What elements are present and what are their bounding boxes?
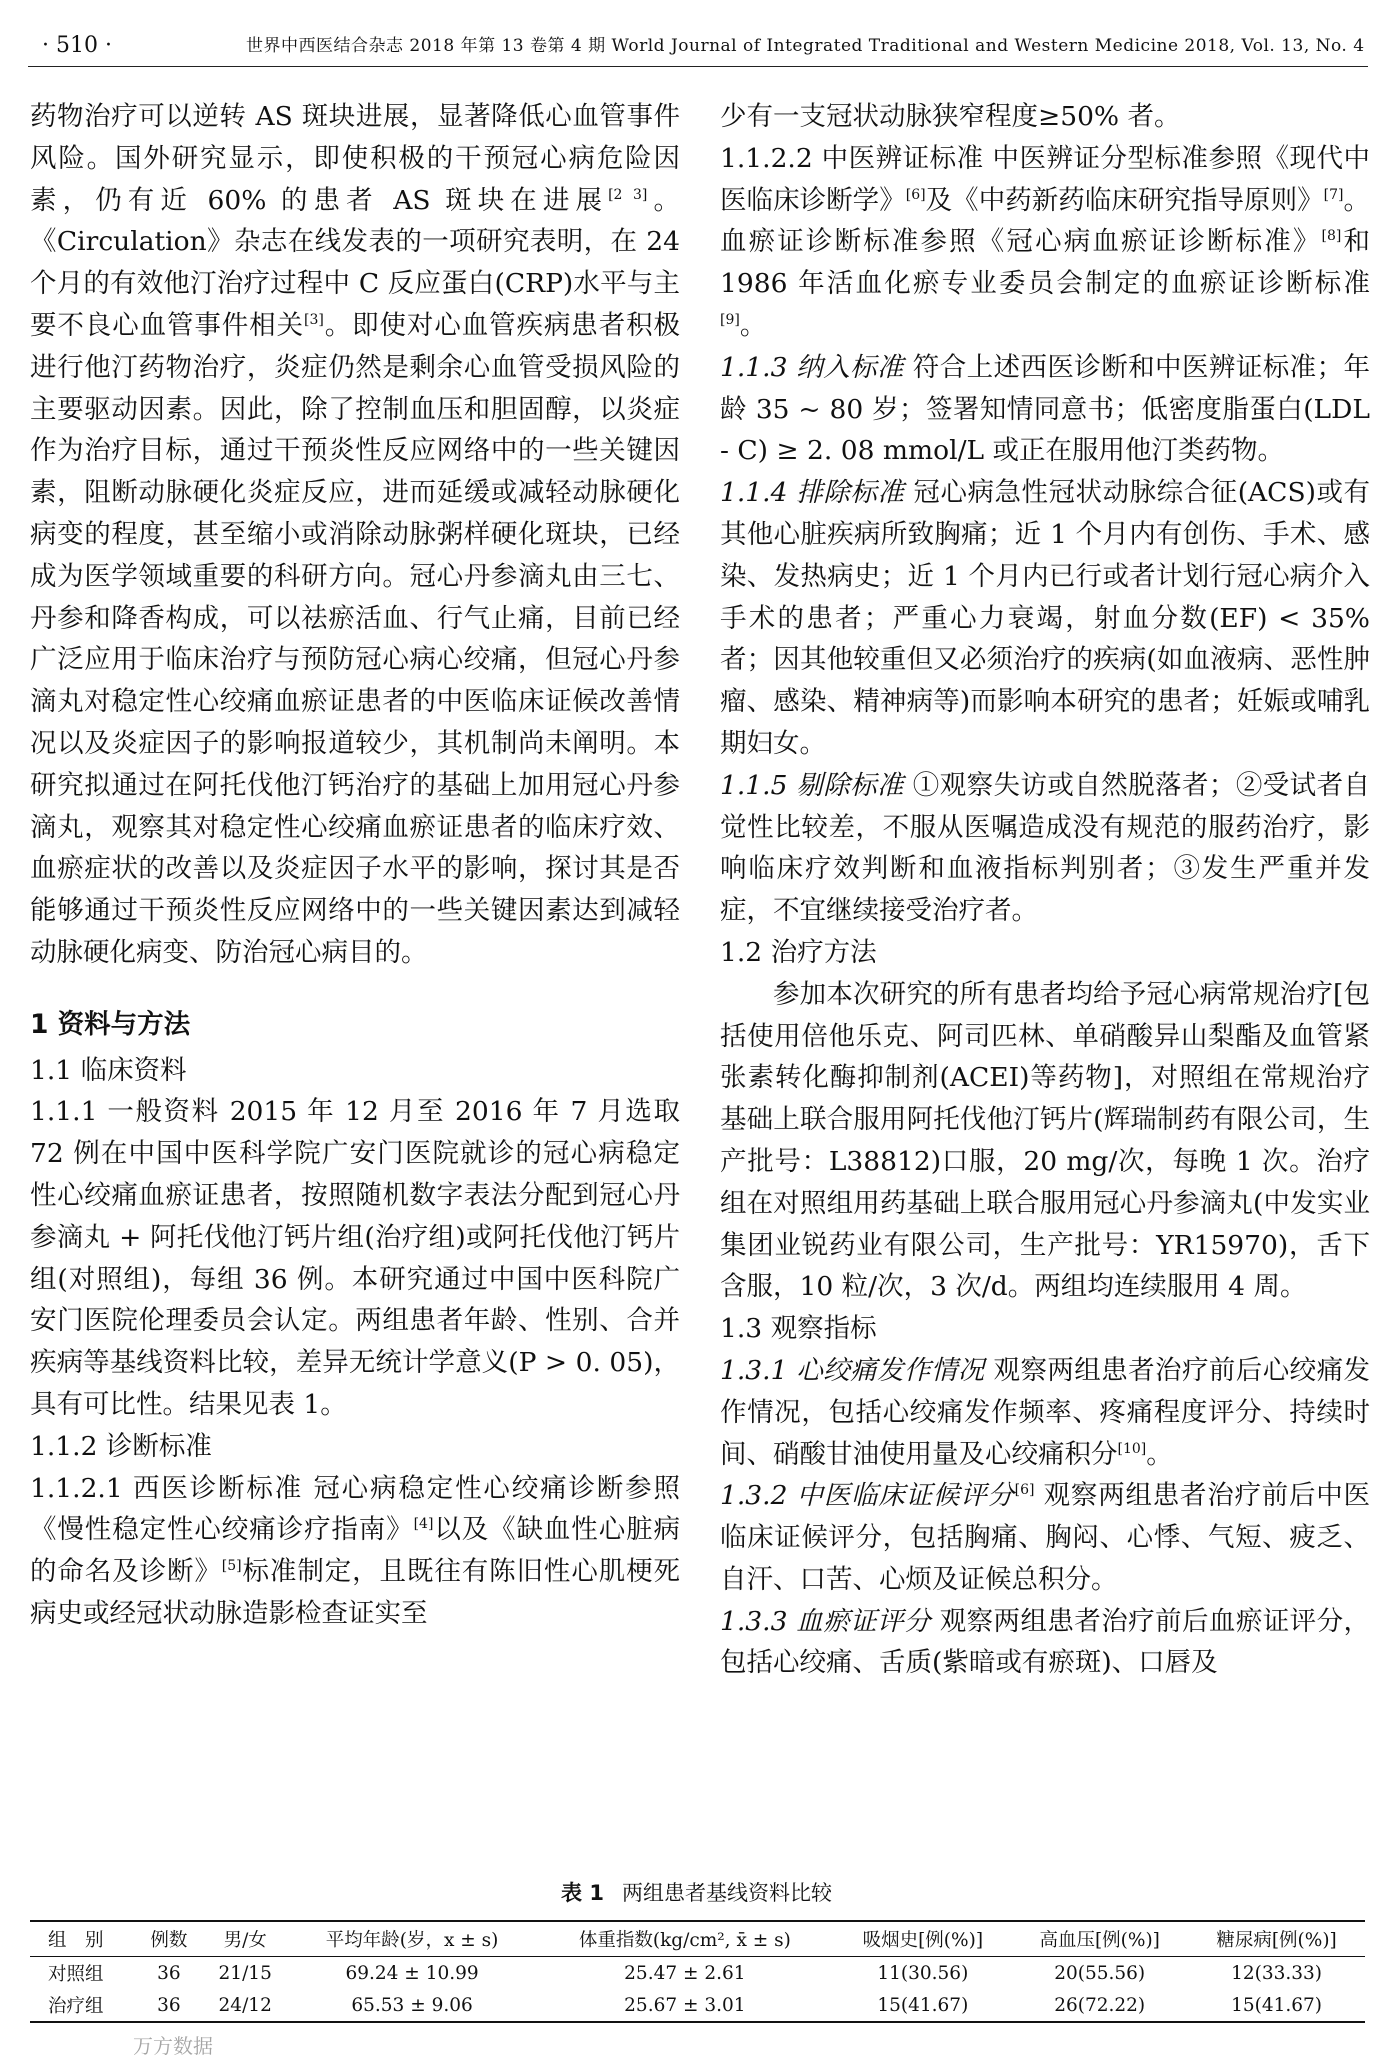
- subheading-1-3: 1.3 观察指标: [720, 1313, 877, 1345]
- col-hypertension: 高血压[例(%)]: [1011, 1921, 1188, 1957]
- table-cell: 20(55.56): [1054, 1962, 1146, 1984]
- left-column: [30, 96, 680, 1635]
- table-cell: 65.53 ± 9.06: [289, 1989, 536, 2022]
- subheading-1-1-2: 1.1.2 诊断标准: [30, 1430, 212, 1462]
- subheading-1-1: 1.1 临床资料: [30, 1054, 187, 1086]
- table-cell: 24/12: [202, 1989, 289, 2022]
- col-sex: 男/女: [202, 1921, 289, 1957]
- para-1-3-3: 1.3.3 血瘀证评分 观察两组患者治疗前后血瘀证评分，包括心绞痛、舌质(紫暗或有瘀斑)、口唇及: [720, 1605, 1370, 1679]
- watermark: 万方数据: [133, 2034, 213, 2058]
- para-1-1-3: 1.1.3 纳入标准 符合上述西医诊断和中医辨证标准；年龄 35 ~ 80 岁；签署知情同意书；低密度脂蛋白(LDL - C) ≥ 2. 08 mmol/L 或正在服用他汀类药物。: [720, 351, 1370, 467]
- para-1-1-5: 1.1.5 剔除标准 ①观察失访或自然脱落者；②受试者自觉性比较差，不服从医嘱造成没有规范的服药治疗，影响临床疗效判断和血液指标判别者；③发生严重并发症，不宜继续接受治疗者。: [720, 769, 1370, 927]
- table-cell: 12(33.33): [1231, 1962, 1323, 1984]
- journal-title: 世界中西医结合杂志 2018 年第 13 卷第 4 期 World Journal of Integrated Traditional and Western Medicine 2018, Vol. 13, No. 4: [246, 36, 1365, 56]
- para-1-1-4: 1.1.4 排除标准 冠心病急性冠状动脉综合征(ACS)或有其他心脏疾病所致胸痛；近 1 个月内有创伤、手术、感染、发热病史；近 1 个月内已行或者计划行冠心病介入手术的患者；严重心力衰竭，射血分数(EF) < 35% 者；因其他较重但又必须治疗的疾病(如血液病、恶性肿瘤、感染、精神病等)而影响本研究的患者；妊娠或哺乳期妇女。: [720, 477, 1370, 759]
- para-1-1-1: 1.1.1 一般资料 2015 年 12 月至 2016 年 7 月选取 72 例在中国中医科学院广安门医院就诊的冠心病稳定性心绞痛血瘀证患者，按照随机数字表法分配到冠心丹参滴丸 + 阿托伐他汀钙片组(治疗组)或阿托伐他汀钙片组(对照组)，每组 36 例。本研究通过中国中医科院广安门医院伦理委员会认定。两组患者年龄、性别、合并疾病等基线资料比较，差异无统计学意义(P > 0. 05)，具有可比性。结果见表 1。: [30, 1096, 680, 1420]
- table-title: 两组患者基线资料比较: [621, 1881, 832, 1905]
- table-header-row: [30, 1921, 1365, 1957]
- table-cell: 15(41.67): [1188, 1989, 1365, 2022]
- col-count: 例数: [136, 1921, 201, 1957]
- table-cell: 15(41.67): [834, 1989, 1011, 2022]
- para-1-3-2: 1.3.2 中医临床证候评分[6] 观察两组患者治疗前后中医临床证候评分，包括胸痛、胸闷、心悸、气短、疲乏、自汗、口苦、心烦及证候总积分。: [720, 1480, 1370, 1595]
- table-cell: 对照组: [48, 1964, 104, 1985]
- subheading-1-2: 1.2 治疗方法: [720, 936, 877, 968]
- running-header: [28, 26, 1368, 67]
- col-group: 组 别: [30, 1921, 136, 1957]
- table-cell: 治疗组: [30, 1989, 136, 2022]
- table-cell: 69.24 ± 10.99: [345, 1962, 479, 1984]
- right-column: [720, 96, 1370, 1684]
- table-caption: [0, 1877, 1393, 1907]
- table-cell: 11(30.56): [877, 1962, 969, 1984]
- table-row: [30, 1957, 1365, 1990]
- para-1-2: 参加本次研究的所有患者均给予冠心病常规治疗[包括使用倍他乐克、阿司匹林、单硝酸异山梨酯及血管紧张素转化酶抑制剂(ACEI)等药物]，对照组在常规治疗基础上联合服用阿托伐他汀钙片(辉瑞制药有限公司，生产批号：L38812)口服，20 mg/次，每晚 1 次。治疗组在对照组用药基础上联合服用冠心丹参滴丸(中发实业集团业锐药业有限公司，生产批号：YR15970)，舌下含服，10 粒/次，3 次/d。两组均连续服用 4 周。: [720, 978, 1370, 1303]
- table-row: [30, 1989, 1365, 2022]
- col-smoking: 吸烟史[例(%)]: [834, 1921, 1011, 1957]
- para-1-1-2-2: 1.1.2.2 中医辨证标准 中医辨证分型标准参照《现代中医临床诊断学》[6]及《中药新药临床研究指导原则》[7]。血瘀证诊断标准参照《冠心病血瘀证诊断标准》[8]和 1986 年活血化瘀专业委员会制定的血瘀证诊断标准[9]。: [720, 142, 1371, 341]
- para-1-3-1: 1.3.1 心绞痛发作情况 观察两组患者治疗前后心绞痛发作情况，包括心绞痛发作频率、疼痛程度评分、持续时间、硝酸甘油使用量及心绞痛积分[10]。: [720, 1354, 1370, 1470]
- table-cell: 21/15: [218, 1962, 272, 1984]
- para-continuation: 少有一支冠状动脉狭窄程度≥50% 者。: [720, 101, 1181, 132]
- intro-paragraph: 药物治疗可以逆转 AS 斑块进展，显著降低心血管事件风险。国外研究显示，即使积极的干预冠心病危险因素，仍有近 60% 的患者 AS 斑块在进展[2 3]。《Circulation》杂志在线发表的一项研究表明，在 24 个月的有效他汀治疗过程中 C 反应蛋白(CRP)水平与主要不良心血管事件相关[3]。即使对心血管疾病患者积极进行他汀药物治疗，炎症仍然是剩余心血管受损风险的主要驱动因素。因此，除了控制血压和胆固醇，以炎症作为治疗目标，通过干预炎性反应网络中的一些关键因素，阻断动脉硬化炎症反应，进而延缓或减轻动脉硬化病变的程度，甚至缩小或消除动脉粥样硬化斑块，已经成为医学领域重要的科研方向。冠心丹参滴丸由三七、丹参和降香构成，可以祛瘀活血、行气止痛，目前已经广泛应用于临床治疗与预防冠心病心绞痛，但冠心丹参滴丸对稳定性心绞痛血瘀证患者的中医临床证候改善情况以及炎症因子的影响报道较少，其机制尚未阐明。本研究拟通过在阿托伐他汀钙治疗的基础上加用冠心丹参滴丸，观察其对稳定性心绞痛血瘀证患者的临床疗效、血瘀症状的改善以及炎症因子水平的影响，探讨其是否能够通过干预炎性反应网络中的一些关键因素达到减轻动脉硬化病变、防治冠心病目的。: [30, 101, 681, 968]
- section-heading-methods: 1 资料与方法: [30, 1008, 191, 1040]
- col-age: 平均年龄(岁，x ± s): [289, 1921, 536, 1957]
- table-cell: 25.47 ± 2.61: [624, 1962, 746, 1984]
- table-number: 表 1: [561, 1881, 604, 1905]
- col-diabetes: 糖尿病[例(%)]: [1188, 1921, 1365, 1957]
- table-cell: 25.67 ± 3.01: [535, 1989, 834, 2022]
- table-cell: 36: [157, 1962, 181, 1984]
- baseline-table: [30, 1920, 1365, 2023]
- table-cell: 26(72.22): [1011, 1989, 1188, 2022]
- page-number: · 510 ·: [42, 33, 112, 58]
- table-cell: 36: [136, 1989, 201, 2022]
- para-1-1-2-1: 1.1.2.1 西医诊断标准 冠心病稳定性心绞痛诊断参照《慢性稳定性心绞痛诊疗指南》[4]以及《缺血性心脏病的命名及诊断》[5]标准制定，且既往有陈旧性心肌梗死病史或经冠状动脉造影检查证实至: [30, 1472, 681, 1629]
- col-bmi: 体重指数(kg/cm², x̄ ± s): [535, 1921, 834, 1957]
